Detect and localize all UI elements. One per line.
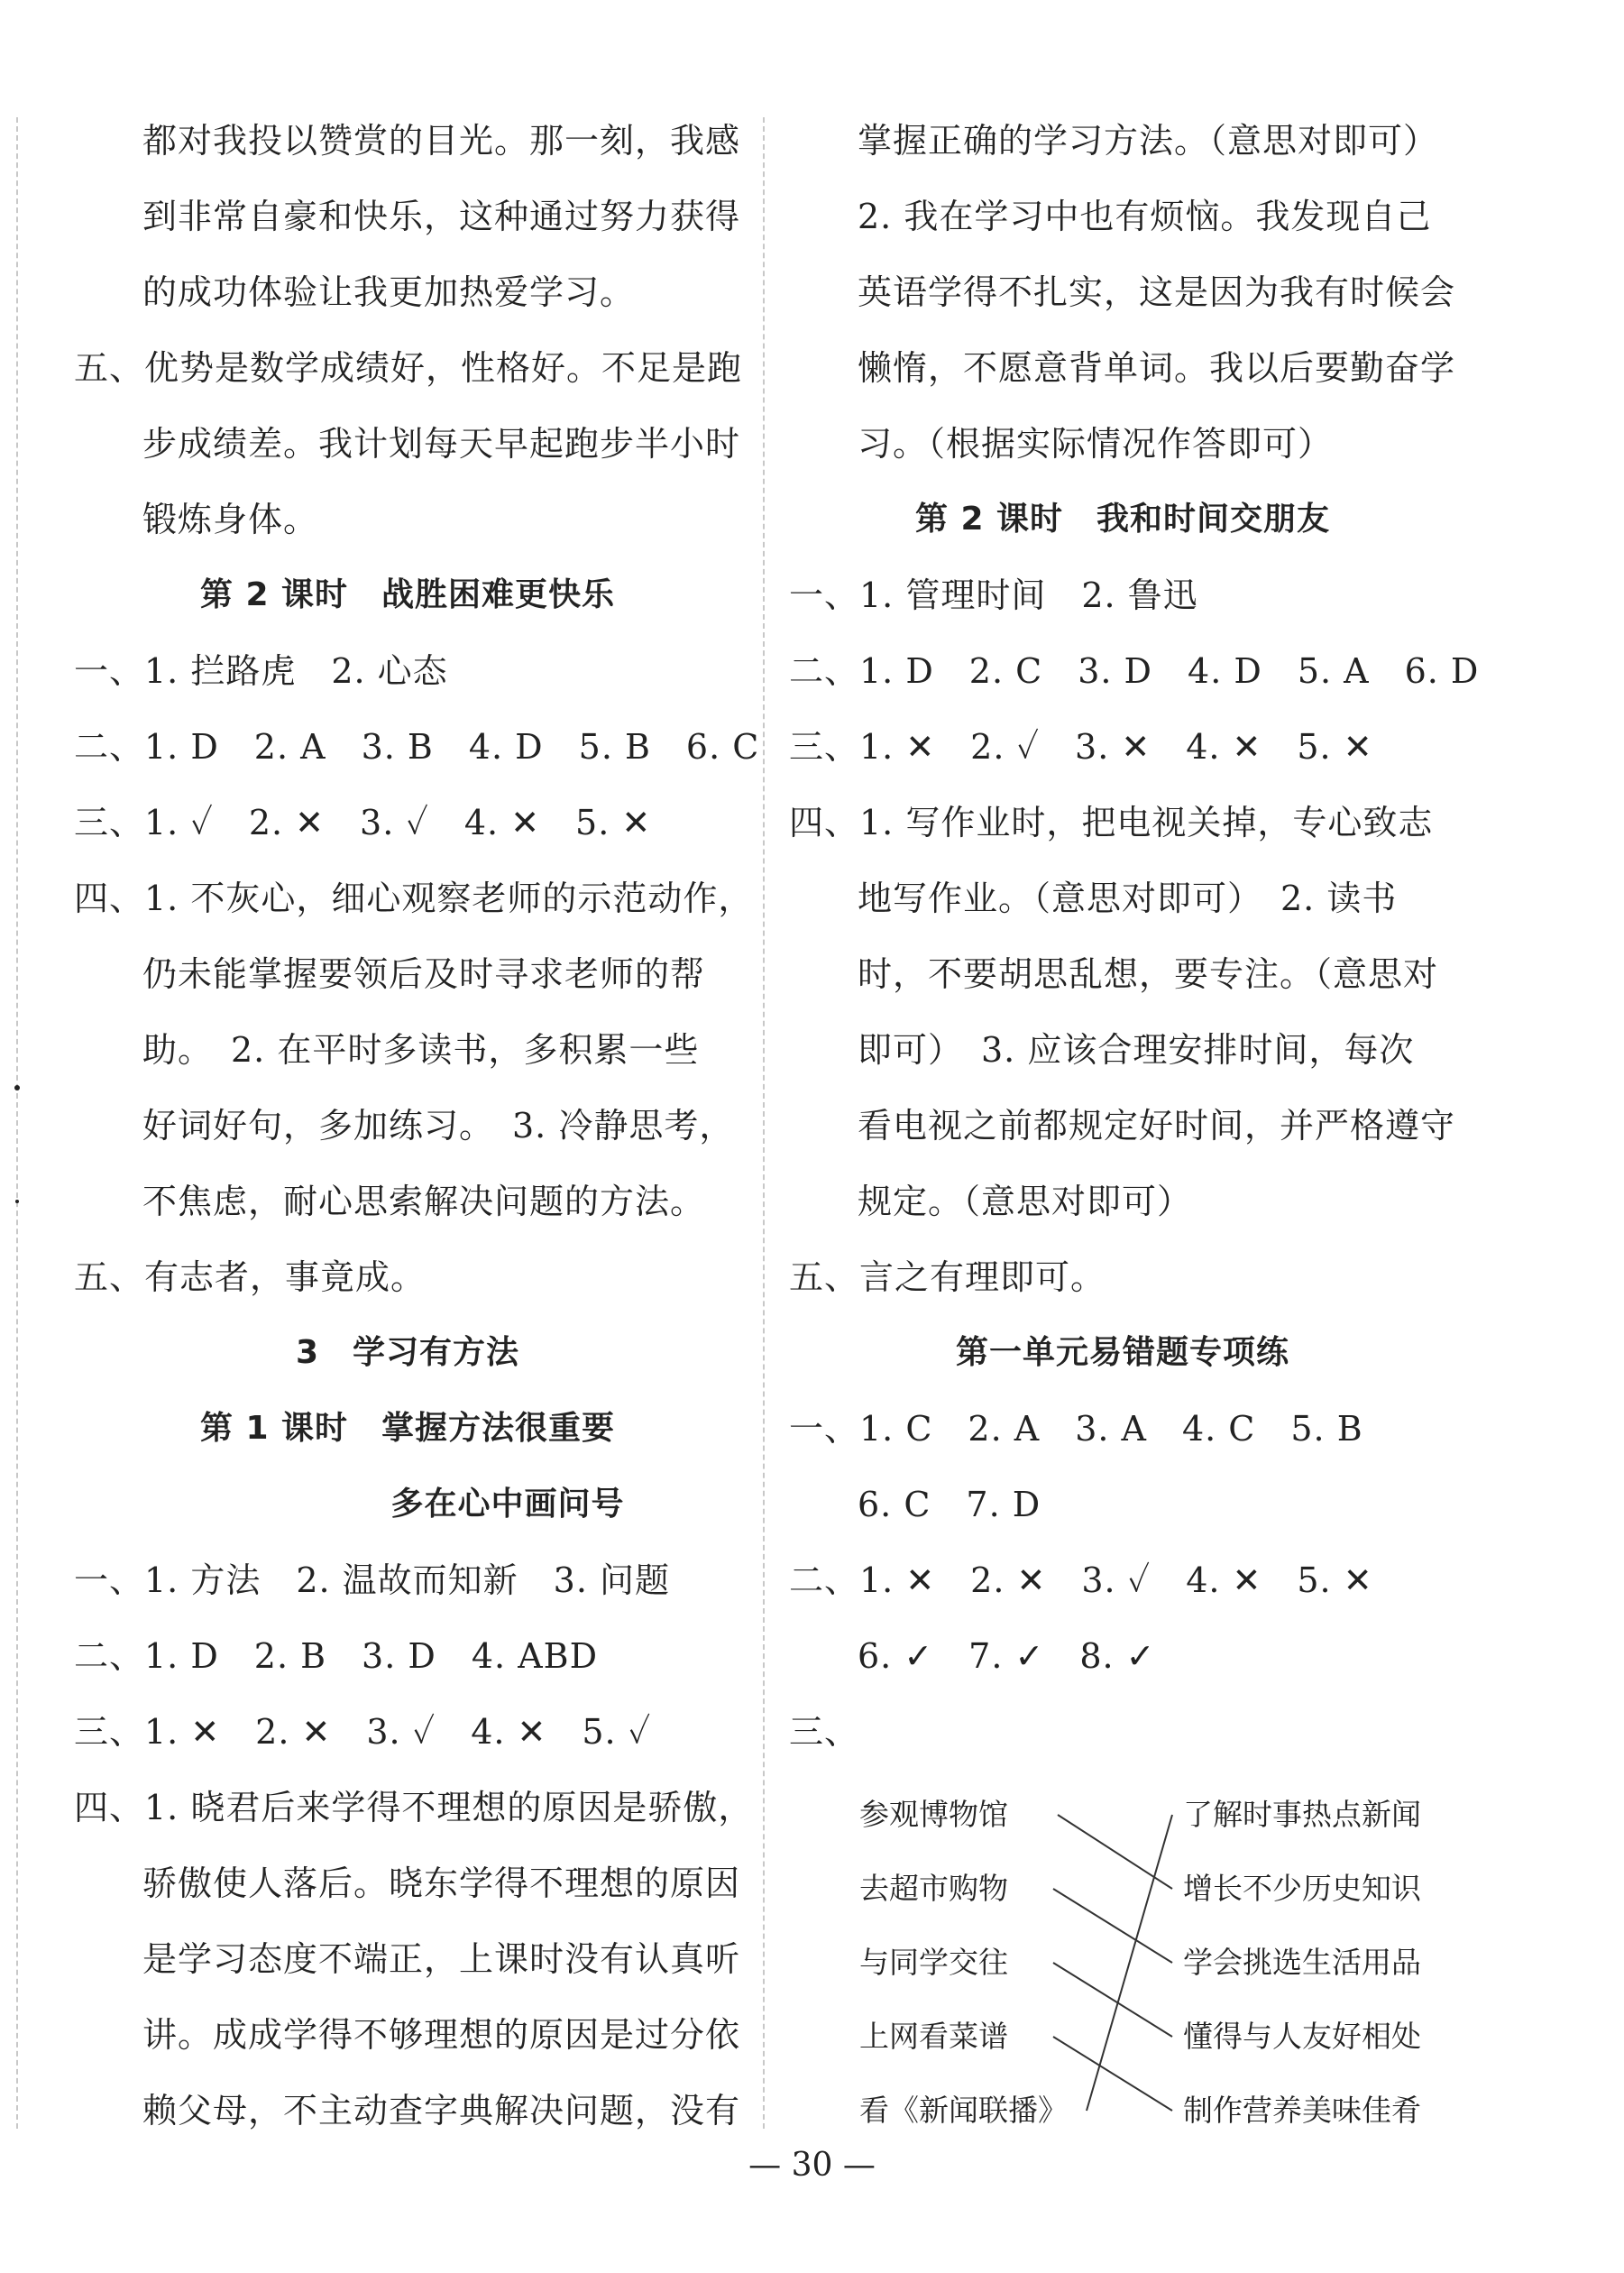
column-divider-left xyxy=(16,117,18,2129)
answer-line: 习。（根据实际情况作答即可） xyxy=(858,424,1334,464)
match-connector-line xyxy=(1058,1815,1172,1889)
answer-line: 英语学得不扎实，这是因为我有时候会 xyxy=(858,272,1456,312)
answer-line: 地写作业。（意思对即可） 2. 读书 xyxy=(858,879,1398,918)
answer-line: 都对我投以赞赏的目光。那一刻，我感 xyxy=(142,121,741,161)
answer-line: 掌握正确的学习方法。（意思对即可） xyxy=(858,121,1439,161)
match-left-item: 去超市购物 xyxy=(859,1871,1008,1906)
answer-line: 一、1. 方法 2. 温故而知新 3. 问题 xyxy=(74,1560,671,1600)
answer-line: 三、1. ✕ 2. ✕ 3. ✓ 4. ✕ 5. ✓ xyxy=(74,1712,652,1752)
match-connector-line xyxy=(1053,2037,1172,2111)
answer-line: 看电视之前都规定好时间，并严格遵守 xyxy=(858,1106,1456,1146)
section-heading: 第一单元易错题专项练 xyxy=(955,1334,1289,1371)
answer-line: 四、1. 晓君后来学得不理想的原因是骄傲， xyxy=(74,1788,754,1827)
answer-line: 懒惰，不愿意背单词。我以后要勤奋学 xyxy=(858,348,1456,388)
matching-exercise xyxy=(789,1779,1456,2158)
answer-line: 五、优势是数学成绩好，性格好。不足是跑 xyxy=(74,348,743,388)
answer-line: 的成功体验让我更加热爱学习。 xyxy=(142,272,636,312)
match-left-item: 与同学交往 xyxy=(859,1945,1008,1980)
page-number: — 30 — xyxy=(748,2147,876,2184)
answer-line: 是学习态度不端正，上课时没有认真听 xyxy=(142,1939,741,1979)
right-column xyxy=(789,103,1480,2158)
answer-line: 规定。（意思对即可） xyxy=(858,1182,1193,1221)
section-heading: 第 2 课时 我和时间交朋友 xyxy=(914,501,1331,538)
section-heading: 3 学习有方法 xyxy=(295,1334,520,1371)
match-right-item: 增长不少历史知识 xyxy=(1183,1871,1421,1906)
answer-line: 锻炼身体。 xyxy=(142,500,319,539)
answer-line: 6. C 7. D xyxy=(858,1485,1041,1524)
answer-line: 一、1. 管理时间 2. 鲁迅 xyxy=(789,575,1198,615)
column-divider-center xyxy=(763,117,765,2129)
answer-line: 步成绩差。我计划每天早起跑步半小时 xyxy=(142,424,741,464)
answer-line: 2. 我在学习中也有烦恼。我发现自己 xyxy=(858,197,1432,236)
match-connector-line xyxy=(1087,1815,1172,2111)
answer-line: 五、有志者，事竟成。 xyxy=(74,1257,427,1297)
answer-line: 讲。成成学得不够理想的原因是过分依 xyxy=(142,2015,741,2055)
answer-line: 赖父母，不主动查字典解决问题，没有 xyxy=(142,2091,741,2130)
answer-line: 助。 2. 在平时多读书，多积累一些 xyxy=(142,1030,700,1070)
match-connector-line xyxy=(1053,1889,1172,1963)
answer-line: 三、1. ✓ 2. ✕ 3. ✓ 4. ✕ 5. ✕ xyxy=(74,803,652,842)
margin-mark xyxy=(14,1085,20,1090)
section-heading: 第 2 课时 战胜困难更快乐 xyxy=(199,576,616,613)
answer-line: 四、1. 写作业时，把电视关掉，专心致志 xyxy=(789,803,1434,842)
answer-line: 二、1. ✕ 2. ✕ 3. ✓ 4. ✕ 5. ✕ xyxy=(789,1560,1373,1600)
match-left-item: 上网看菜谱 xyxy=(859,2019,1008,2054)
answer-line: 不焦虑，耐心思索解决问题的方法。 xyxy=(142,1182,706,1221)
answer-line: 二、1. D 2. C 3. D 4. D 5. A 6. D xyxy=(789,651,1480,691)
match-right-item: 懂得与人友好相处 xyxy=(1183,2019,1421,2054)
answer-line: 二、1. D 2. B 3. D 4. ABD xyxy=(74,1636,599,1676)
answer-line: 二、1. D 2. A 3. B 4. D 5. B 6. C xyxy=(74,727,760,767)
match-right-item: 了解时事热点新闻 xyxy=(1183,1797,1421,1832)
left-column xyxy=(74,103,760,2149)
answer-line: 时，不要胡思乱想，要专注。（意思对 xyxy=(858,954,1439,994)
answer-line: 到非常自豪和快乐，这种通过努力获得 xyxy=(142,197,741,236)
answer-line: 即可） 3. 应该合理安排时间，每次 xyxy=(858,1030,1415,1070)
answer-line: 6. ✓ 7. ✓ 8. ✓ xyxy=(858,1636,1156,1676)
match-right-item: 学会挑选生活用品 xyxy=(1183,1945,1421,1980)
answer-line: 骄傲使人落后。晓东学得不理想的原因 xyxy=(142,1863,741,1903)
section-heading: 多在心中画问号 xyxy=(190,1486,625,1523)
answer-line: 四、1. 不灰心，细心观察老师的示范动作， xyxy=(74,879,754,918)
answer-line: 五、言之有理即可。 xyxy=(789,1257,1106,1297)
match-right-item: 制作营养美味佳肴 xyxy=(1183,2093,1421,2128)
match-connector-line xyxy=(1053,1963,1172,2037)
match-left-item: 参观博物馆 xyxy=(859,1797,1008,1832)
answer-line: 仍未能掌握要领后及时寻求老师的帮 xyxy=(142,954,706,994)
answer-line: 三、 xyxy=(789,1712,860,1752)
section-heading: 第 1 课时 掌握方法很重要 xyxy=(199,1410,616,1447)
answer-line: 好词好句，多加练习。 3. 冷静思考， xyxy=(142,1106,735,1146)
answer-line: 一、1. C 2. A 3. A 4. C 5. B xyxy=(789,1409,1363,1449)
margin-mark xyxy=(15,1200,19,1203)
answer-line: 三、1. ✕ 2. ✓ 3. ✕ 4. ✕ 5. ✕ xyxy=(789,727,1373,767)
answer-line: 一、1. 拦路虎 2. 心态 xyxy=(74,651,448,691)
match-left-item: 看《新闻联播》 xyxy=(859,2093,1068,2128)
